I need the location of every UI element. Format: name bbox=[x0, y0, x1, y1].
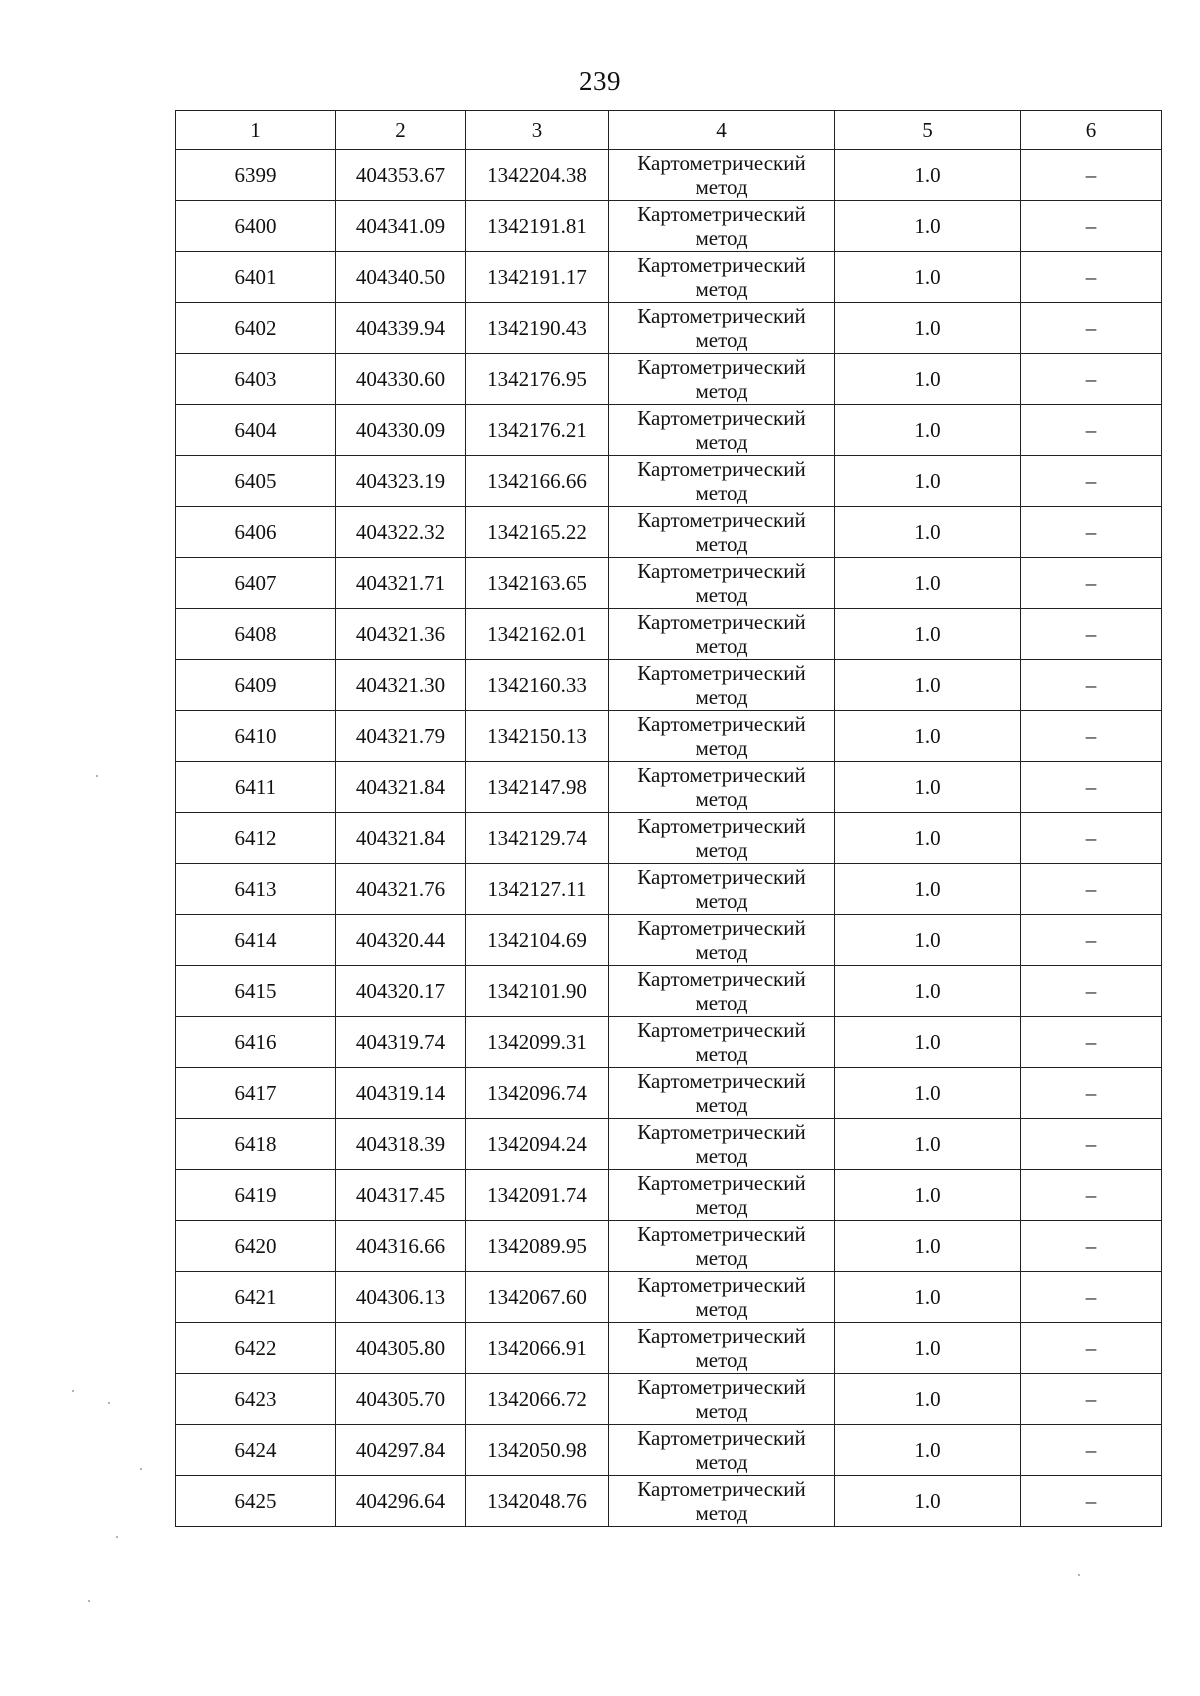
note-cell: – bbox=[1021, 405, 1162, 456]
method-cell bbox=[609, 1221, 835, 1272]
note-cell: – bbox=[1021, 1119, 1162, 1170]
method-text-line: Картометрический bbox=[637, 1477, 806, 1501]
point-number-cell: 6409 bbox=[176, 660, 336, 711]
method-text-line: метод bbox=[695, 1348, 748, 1372]
x-coordinate-cell: 404317.45 bbox=[336, 1170, 466, 1221]
accuracy-cell: 1.0 bbox=[835, 252, 1021, 303]
method-text-line: Картометрический bbox=[637, 1222, 806, 1246]
method-cell bbox=[609, 864, 835, 915]
y-coordinate-cell: 1342160.33 bbox=[466, 660, 609, 711]
accuracy-cell: 1.0 bbox=[835, 609, 1021, 660]
accuracy-cell: 1.0 bbox=[835, 150, 1021, 201]
y-coordinate-cell: 1342099.31 bbox=[466, 1017, 609, 1068]
y-coordinate-cell: 1342127.11 bbox=[466, 864, 609, 915]
point-number-cell: 6404 bbox=[176, 405, 336, 456]
table-row bbox=[176, 864, 1162, 915]
x-coordinate-cell: 404296.64 bbox=[336, 1476, 466, 1527]
accuracy-cell: 1.0 bbox=[835, 966, 1021, 1017]
y-coordinate-cell: 1342204.38 bbox=[466, 150, 609, 201]
scan-speck bbox=[88, 1600, 90, 1602]
method-cell bbox=[609, 660, 835, 711]
accuracy-cell: 1.0 bbox=[835, 660, 1021, 711]
accuracy-cell: 1.0 bbox=[835, 1476, 1021, 1527]
note-cell: – bbox=[1021, 1272, 1162, 1323]
note-cell: – bbox=[1021, 915, 1162, 966]
scan-speck bbox=[108, 1402, 110, 1404]
method-text-line: метод bbox=[695, 175, 748, 199]
note-cell: – bbox=[1021, 252, 1162, 303]
method-cell bbox=[609, 456, 835, 507]
note-cell: – bbox=[1021, 1425, 1162, 1476]
method-text-line: Картометрический bbox=[637, 1273, 806, 1297]
table-row bbox=[176, 201, 1162, 252]
y-coordinate-cell: 1342089.95 bbox=[466, 1221, 609, 1272]
x-coordinate-cell: 404321.71 bbox=[336, 558, 466, 609]
method-text-line: метод bbox=[695, 532, 748, 556]
x-coordinate-cell: 404322.32 bbox=[336, 507, 466, 558]
table-row bbox=[176, 1068, 1162, 1119]
method-cell bbox=[609, 150, 835, 201]
table-row bbox=[176, 660, 1162, 711]
method-text-line: метод bbox=[695, 685, 748, 709]
accuracy-cell: 1.0 bbox=[835, 558, 1021, 609]
column-header-6: 6 bbox=[1021, 111, 1162, 150]
accuracy-cell: 1.0 bbox=[835, 1374, 1021, 1425]
note-cell: – bbox=[1021, 456, 1162, 507]
point-number-cell: 6420 bbox=[176, 1221, 336, 1272]
accuracy-cell: 1.0 bbox=[835, 1323, 1021, 1374]
y-coordinate-cell: 1342166.66 bbox=[466, 456, 609, 507]
method-cell bbox=[609, 1476, 835, 1527]
point-number-cell: 6401 bbox=[176, 252, 336, 303]
note-cell: – bbox=[1021, 1323, 1162, 1374]
accuracy-cell: 1.0 bbox=[835, 1425, 1021, 1476]
accuracy-cell: 1.0 bbox=[835, 201, 1021, 252]
table-row bbox=[176, 1017, 1162, 1068]
table-body bbox=[176, 150, 1162, 1527]
method-text-line: Картометрический bbox=[637, 1120, 806, 1144]
method-text-line: метод bbox=[695, 1450, 748, 1474]
method-cell bbox=[609, 1425, 835, 1476]
x-coordinate-cell: 404353.67 bbox=[336, 150, 466, 201]
x-coordinate-cell: 404321.76 bbox=[336, 864, 466, 915]
x-coordinate-cell: 404318.39 bbox=[336, 1119, 466, 1170]
method-text-line: Картометрический bbox=[637, 304, 806, 328]
method-cell bbox=[609, 201, 835, 252]
method-text-line: Картометрический bbox=[637, 1171, 806, 1195]
note-cell: – bbox=[1021, 1170, 1162, 1221]
point-number-cell: 6406 bbox=[176, 507, 336, 558]
table-row bbox=[176, 813, 1162, 864]
y-coordinate-cell: 1342150.13 bbox=[466, 711, 609, 762]
scan-speck bbox=[72, 1390, 74, 1392]
column-header-3: 3 bbox=[466, 111, 609, 150]
method-text-line: метод bbox=[695, 1399, 748, 1423]
y-coordinate-cell: 1342050.98 bbox=[466, 1425, 609, 1476]
table-row bbox=[176, 1170, 1162, 1221]
accuracy-cell: 1.0 bbox=[835, 864, 1021, 915]
table-row bbox=[176, 456, 1162, 507]
method-text-line: Картометрический bbox=[637, 763, 806, 787]
method-cell bbox=[609, 966, 835, 1017]
x-coordinate-cell: 404319.74 bbox=[336, 1017, 466, 1068]
x-coordinate-cell: 404321.84 bbox=[336, 813, 466, 864]
method-text-line: метод bbox=[695, 583, 748, 607]
table-row bbox=[176, 1323, 1162, 1374]
method-text-line: метод bbox=[695, 1042, 748, 1066]
accuracy-cell: 1.0 bbox=[835, 303, 1021, 354]
method-text-line: Картометрический bbox=[637, 151, 806, 175]
y-coordinate-cell: 1342094.24 bbox=[466, 1119, 609, 1170]
y-coordinate-cell: 1342165.22 bbox=[466, 507, 609, 558]
point-number-cell: 6417 bbox=[176, 1068, 336, 1119]
x-coordinate-cell: 404330.60 bbox=[336, 354, 466, 405]
note-cell: – bbox=[1021, 1221, 1162, 1272]
y-coordinate-cell: 1342191.17 bbox=[466, 252, 609, 303]
table-row bbox=[176, 252, 1162, 303]
point-number-cell: 6418 bbox=[176, 1119, 336, 1170]
method-text-line: Картометрический bbox=[637, 712, 806, 736]
method-cell bbox=[609, 1017, 835, 1068]
method-cell bbox=[609, 1170, 835, 1221]
y-coordinate-cell: 1342162.01 bbox=[466, 609, 609, 660]
method-text-line: метод bbox=[695, 379, 748, 403]
y-coordinate-cell: 1342104.69 bbox=[466, 915, 609, 966]
point-number-cell: 6413 bbox=[176, 864, 336, 915]
table-row bbox=[176, 405, 1162, 456]
method-text-line: метод bbox=[695, 328, 748, 352]
point-number-cell: 6400 bbox=[176, 201, 336, 252]
scan-speck bbox=[140, 1468, 142, 1470]
method-cell bbox=[609, 1119, 835, 1170]
note-cell: – bbox=[1021, 1476, 1162, 1527]
method-text-line: Картометрический bbox=[637, 508, 806, 532]
x-coordinate-cell: 404320.44 bbox=[336, 915, 466, 966]
accuracy-cell: 1.0 bbox=[835, 1119, 1021, 1170]
point-number-cell: 6407 bbox=[176, 558, 336, 609]
point-number-cell: 6410 bbox=[176, 711, 336, 762]
y-coordinate-cell: 1342163.65 bbox=[466, 558, 609, 609]
table-row bbox=[176, 1425, 1162, 1476]
y-coordinate-cell: 1342176.21 bbox=[466, 405, 609, 456]
y-coordinate-cell: 1342067.60 bbox=[466, 1272, 609, 1323]
x-coordinate-cell: 404339.94 bbox=[336, 303, 466, 354]
method-text-line: Картометрический bbox=[637, 457, 806, 481]
method-cell bbox=[609, 609, 835, 660]
note-cell: – bbox=[1021, 303, 1162, 354]
point-number-cell: 6422 bbox=[176, 1323, 336, 1374]
method-text-line: Картометрический bbox=[637, 355, 806, 379]
page-number: 239 bbox=[579, 66, 621, 96]
point-number-cell: 6412 bbox=[176, 813, 336, 864]
method-text-line: метод bbox=[695, 889, 748, 913]
x-coordinate-cell: 404341.09 bbox=[336, 201, 466, 252]
y-coordinate-cell: 1342048.76 bbox=[466, 1476, 609, 1527]
note-cell: – bbox=[1021, 1017, 1162, 1068]
scan-speck bbox=[96, 775, 98, 777]
accuracy-cell: 1.0 bbox=[835, 1068, 1021, 1119]
table-row bbox=[176, 1221, 1162, 1272]
method-cell bbox=[609, 303, 835, 354]
method-text-line: метод bbox=[695, 1144, 748, 1168]
point-number-cell: 6411 bbox=[176, 762, 336, 813]
method-text-line: метод bbox=[695, 277, 748, 301]
note-cell: – bbox=[1021, 711, 1162, 762]
method-text-line: Картометрический bbox=[637, 406, 806, 430]
scan-speck bbox=[116, 1536, 118, 1538]
method-text-line: Картометрический bbox=[637, 865, 806, 889]
accuracy-cell: 1.0 bbox=[835, 354, 1021, 405]
point-number-cell: 6399 bbox=[176, 150, 336, 201]
x-coordinate-cell: 404321.36 bbox=[336, 609, 466, 660]
y-coordinate-cell: 1342176.95 bbox=[466, 354, 609, 405]
table-row bbox=[176, 609, 1162, 660]
point-number-cell: 6403 bbox=[176, 354, 336, 405]
note-cell: – bbox=[1021, 558, 1162, 609]
method-cell bbox=[609, 507, 835, 558]
method-text-line: метод bbox=[695, 1297, 748, 1321]
note-cell: – bbox=[1021, 762, 1162, 813]
point-number-cell: 6402 bbox=[176, 303, 336, 354]
table-header bbox=[176, 111, 1162, 150]
method-cell bbox=[609, 813, 835, 864]
table-row bbox=[176, 1119, 1162, 1170]
x-coordinate-cell: 404306.13 bbox=[336, 1272, 466, 1323]
x-coordinate-cell: 404305.80 bbox=[336, 1323, 466, 1374]
method-text-line: Картометрический bbox=[637, 610, 806, 634]
method-text-line: метод bbox=[695, 226, 748, 250]
x-coordinate-cell: 404340.50 bbox=[336, 252, 466, 303]
coordinates-table bbox=[175, 110, 1162, 1527]
y-coordinate-cell: 1342101.90 bbox=[466, 966, 609, 1017]
point-number-cell: 6425 bbox=[176, 1476, 336, 1527]
method-text-line: Картометрический bbox=[637, 814, 806, 838]
table-row bbox=[176, 507, 1162, 558]
accuracy-cell: 1.0 bbox=[835, 1017, 1021, 1068]
note-cell: – bbox=[1021, 609, 1162, 660]
method-cell bbox=[609, 1323, 835, 1374]
method-text-line: метод bbox=[695, 838, 748, 862]
column-header-5: 5 bbox=[835, 111, 1021, 150]
method-text-line: Картометрический bbox=[637, 559, 806, 583]
table-row bbox=[176, 762, 1162, 813]
method-text-line: метод bbox=[695, 1501, 748, 1525]
method-text-line: метод bbox=[695, 1195, 748, 1219]
method-text-line: Картометрический bbox=[637, 202, 806, 226]
method-cell bbox=[609, 762, 835, 813]
table-row bbox=[176, 150, 1162, 201]
method-text-line: метод bbox=[695, 1093, 748, 1117]
x-coordinate-cell: 404321.79 bbox=[336, 711, 466, 762]
column-header-2: 2 bbox=[336, 111, 466, 150]
note-cell: – bbox=[1021, 660, 1162, 711]
column-header-1: 1 bbox=[176, 111, 336, 150]
x-coordinate-cell: 404320.17 bbox=[336, 966, 466, 1017]
x-coordinate-cell: 404297.84 bbox=[336, 1425, 466, 1476]
note-cell: – bbox=[1021, 354, 1162, 405]
method-text-line: метод bbox=[695, 736, 748, 760]
method-text-line: метод bbox=[695, 1246, 748, 1270]
x-coordinate-cell: 404321.84 bbox=[336, 762, 466, 813]
x-coordinate-cell: 404321.30 bbox=[336, 660, 466, 711]
accuracy-cell: 1.0 bbox=[835, 405, 1021, 456]
method-text-line: метод bbox=[695, 481, 748, 505]
accuracy-cell: 1.0 bbox=[835, 456, 1021, 507]
y-coordinate-cell: 1342190.43 bbox=[466, 303, 609, 354]
point-number-cell: 6416 bbox=[176, 1017, 336, 1068]
scan-speck bbox=[1078, 1574, 1080, 1576]
method-cell bbox=[609, 354, 835, 405]
note-cell: – bbox=[1021, 966, 1162, 1017]
y-coordinate-cell: 1342147.98 bbox=[466, 762, 609, 813]
y-coordinate-cell: 1342091.74 bbox=[466, 1170, 609, 1221]
table-row bbox=[176, 558, 1162, 609]
point-number-cell: 6419 bbox=[176, 1170, 336, 1221]
note-cell: – bbox=[1021, 813, 1162, 864]
y-coordinate-cell: 1342066.91 bbox=[466, 1323, 609, 1374]
x-coordinate-cell: 404323.19 bbox=[336, 456, 466, 507]
method-text-line: Картометрический bbox=[637, 1324, 806, 1348]
method-cell bbox=[609, 1272, 835, 1323]
note-cell: – bbox=[1021, 864, 1162, 915]
method-text-line: Картометрический bbox=[637, 1375, 806, 1399]
method-text-line: Картометрический bbox=[637, 661, 806, 685]
method-cell bbox=[609, 915, 835, 966]
table-row bbox=[176, 303, 1162, 354]
method-text-line: метод bbox=[695, 430, 748, 454]
accuracy-cell: 1.0 bbox=[835, 915, 1021, 966]
point-number-cell: 6414 bbox=[176, 915, 336, 966]
x-coordinate-cell: 404305.70 bbox=[336, 1374, 466, 1425]
accuracy-cell: 1.0 bbox=[835, 1272, 1021, 1323]
note-cell: – bbox=[1021, 507, 1162, 558]
method-cell bbox=[609, 405, 835, 456]
table-row bbox=[176, 1272, 1162, 1323]
table-row bbox=[176, 711, 1162, 762]
table-row bbox=[176, 966, 1162, 1017]
accuracy-cell: 1.0 bbox=[835, 762, 1021, 813]
point-number-cell: 6423 bbox=[176, 1374, 336, 1425]
note-cell: – bbox=[1021, 150, 1162, 201]
method-text-line: метод bbox=[695, 991, 748, 1015]
method-text-line: Картометрический bbox=[637, 967, 806, 991]
point-number-cell: 6408 bbox=[176, 609, 336, 660]
y-coordinate-cell: 1342129.74 bbox=[466, 813, 609, 864]
point-number-cell: 6421 bbox=[176, 1272, 336, 1323]
y-coordinate-cell: 1342066.72 bbox=[466, 1374, 609, 1425]
table-row bbox=[176, 1374, 1162, 1425]
method-cell bbox=[609, 252, 835, 303]
note-cell: – bbox=[1021, 1374, 1162, 1425]
x-coordinate-cell: 404330.09 bbox=[336, 405, 466, 456]
method-cell bbox=[609, 1068, 835, 1119]
accuracy-cell: 1.0 bbox=[835, 813, 1021, 864]
accuracy-cell: 1.0 bbox=[835, 711, 1021, 762]
method-cell bbox=[609, 711, 835, 762]
point-number-cell: 6424 bbox=[176, 1425, 336, 1476]
accuracy-cell: 1.0 bbox=[835, 1170, 1021, 1221]
column-header-4: 4 bbox=[609, 111, 835, 150]
accuracy-cell: 1.0 bbox=[835, 1221, 1021, 1272]
method-text-line: Картометрический bbox=[637, 1018, 806, 1042]
method-cell bbox=[609, 558, 835, 609]
note-cell: – bbox=[1021, 201, 1162, 252]
table-row bbox=[176, 354, 1162, 405]
table-row bbox=[176, 915, 1162, 966]
x-coordinate-cell: 404316.66 bbox=[336, 1221, 466, 1272]
y-coordinate-cell: 1342096.74 bbox=[466, 1068, 609, 1119]
method-text-line: Картометрический bbox=[637, 253, 806, 277]
method-text-line: метод bbox=[695, 787, 748, 811]
x-coordinate-cell: 404319.14 bbox=[336, 1068, 466, 1119]
accuracy-cell: 1.0 bbox=[835, 507, 1021, 558]
note-cell: – bbox=[1021, 1068, 1162, 1119]
point-number-cell: 6405 bbox=[176, 456, 336, 507]
method-text-line: Картометрический bbox=[637, 916, 806, 940]
method-text-line: Картометрический bbox=[637, 1069, 806, 1093]
point-number-cell: 6415 bbox=[176, 966, 336, 1017]
method-cell bbox=[609, 1374, 835, 1425]
y-coordinate-cell: 1342191.81 bbox=[466, 201, 609, 252]
method-text-line: метод bbox=[695, 940, 748, 964]
header-row bbox=[176, 111, 1162, 150]
method-text-line: Картометрический bbox=[637, 1426, 806, 1450]
table-row bbox=[176, 1476, 1162, 1527]
method-text-line: метод bbox=[695, 634, 748, 658]
